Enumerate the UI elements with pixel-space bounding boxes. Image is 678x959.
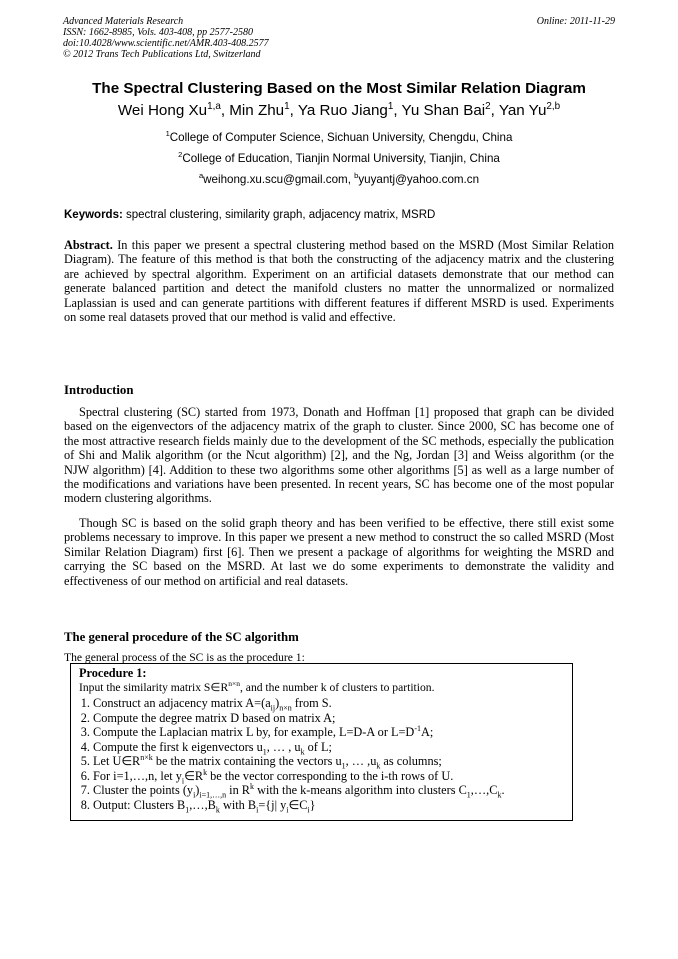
procedure-box [70,663,573,821]
author-sup: 1 [284,100,290,112]
keywords-label: Keywords: [64,209,123,221]
intro-paragraph-1: Spectral clustering (SC) started from 1973, Donath and Hoffman [1] proposed that graph can be divided based on the eigenvectors of the adjacency matrix of the graph to cluster. Since 2000, SC has become one of the most attractive research fields mainly due to the development of the SC methods, especially the publication of Shi and Malik algorithm (or the Ncut algorithm) [2], and the Ng, Jordan [3] and Weiss algorithm (or the NJW algorithm) [4]. Addition to these two algorithms some other algorithms [5] as well as a large number of the modifications and variations have been presented. In recent years, SC has become one of the most popular modern clustering algorithms. [64,405,614,506]
procedure-step: 7. Cluster the points $(y_i)_{i=1,\dots,n}$ in $R^k$ with the k-means algorithm into clusters $C_1,\dots,C_k$. [93,783,566,798]
doi-line: doi:10.4028/www.scientific.net/AMR.403-408.2577 [63,38,269,49]
procedure-step: 2. Compute the degree matrix D based on matrix A; [93,711,566,726]
section-heading-procedure: The general procedure of the SC algorithm [64,630,299,644]
author-emails [0,173,678,186]
procedure-step: 3. Compute the Laplacian matrix L by, for example, L=D-A or $L=D^{-1}A$; [93,725,566,740]
author-sup: 2,b [546,100,561,112]
procedure-step: 6. For i=1,…,n, let $y_i\in R^k$ be the vector corresponding to the i-th rows of U. [93,769,566,784]
procedure-step: 5. Let $U\in R^{n\times k}$ be the matrix containing the vectors $u_1$, … $,u_k$ as columns; [93,754,566,769]
keywords-text: spectral clustering, similarity graph, adjacency matrix, MSRD [126,209,436,221]
section-heading-introduction: Introduction [64,383,134,397]
affiliation-text: College of Education, Tianjin Normal University, Tianjin, China [182,152,500,165]
affiliation-text: College of Computer Science, Sichuan University, Chengdu, China [169,131,513,144]
copyright-line: © 2012 Trans Tech Publications Ltd, Switzerland [63,49,261,60]
procedure-step: 4. Compute the first k eigenvectors $u_1$, … , $u_k$ of L; [93,740,566,755]
author-name: Min Zhu [229,102,285,119]
affiliation-1 [0,131,678,144]
author-sup: 2 [485,100,491,112]
journal-header [63,16,615,60]
procedure-title: Procedure 1: [79,666,147,680]
abstract [64,238,614,324]
procedure-step: 1. Construct an adjacency matrix $A=(a_{ij})_{n\times n}$ from S. [93,696,566,711]
author-list: Wei Hong Xu$^{1,a}$, Min Zhu$^1$, Ya Ruo Jiang$^1$, Yu Shan Bai$^2$, Yan Yu$^{2,b}$ [117,100,561,119]
author-name: Yu Shan Bai [401,102,486,119]
author-name: Ya Ruo Jiang [297,102,388,119]
affiliation-2 [0,152,678,165]
author-name: Yan Yu [498,102,547,119]
email-sup: a [198,171,204,181]
affiliation-sup: 1 [165,129,170,139]
author-sup: 1,a [207,100,221,112]
author-sup: 1 [387,100,394,112]
journal-name: Advanced Materials Research [63,16,184,27]
issn-line: ISSN: 1662-8985, Vols. 403-408, pp 2577-2580 [63,27,253,38]
email-sup: b [354,171,359,181]
email-link[interactable]: weihong.xu.scu@gmail.com [203,173,348,186]
paper-title: The Spectral Clustering Based on the Most Similar Relation Diagram [92,80,586,97]
procedure-input: Input the similarity matrix $S\in R^{n\times n}$, and the number k of clusters to partition. [79,678,435,694]
abstract-label: Abstract. [64,238,113,252]
keywords [64,209,624,221]
online-date: Online: 2011-11-29 [536,16,615,27]
email-separator: , [347,173,355,186]
procedure-intro: The general process of the SC is as the procedure 1: [64,651,305,664]
procedure-step: 8. Output: Clusters $B_1,\dots,B_k$ with $B_i=\{j|$ $y_i\in C_i$} [93,798,566,813]
affiliation-sup: 2 [178,150,183,160]
email-link[interactable]: yuyantj@yahoo.com.cn [358,173,480,186]
abstract-text: In this paper we present a spectral clustering method based on the MSRD (Most Similar Relation Diagram). The feature of this method is that both the constructing of the adjacency matrix and the clustering are achieved by spectral algorithm. Experiment on an artificial datasets demonstrate that our method can generate balanced partition and detect the manifold clusters no matter the unnormalized or normalized Laplassian is used and can generate partitions with different features if different MSRD is used. Experiments on some real datasets proved that our method is valid and effective. [64,238,614,325]
intro-paragraph-2: Though SC is based on the solid graph theory and has been verified to be effective, there still exist some problems necessary to improve. In this paper we present a new method to construct the so called MSRD (Most Similar Relation Diagram) first [6]. Then we present a package of algorithms for weighting the MSRD and carrying the SC based on the MSRD. At last we do some experiments to demonstrate the validity and effectiveness of our method on artificial and real datasets. [64,516,614,588]
procedure-steps [79,696,566,812]
author-name: Wei Hong Xu [117,102,208,119]
